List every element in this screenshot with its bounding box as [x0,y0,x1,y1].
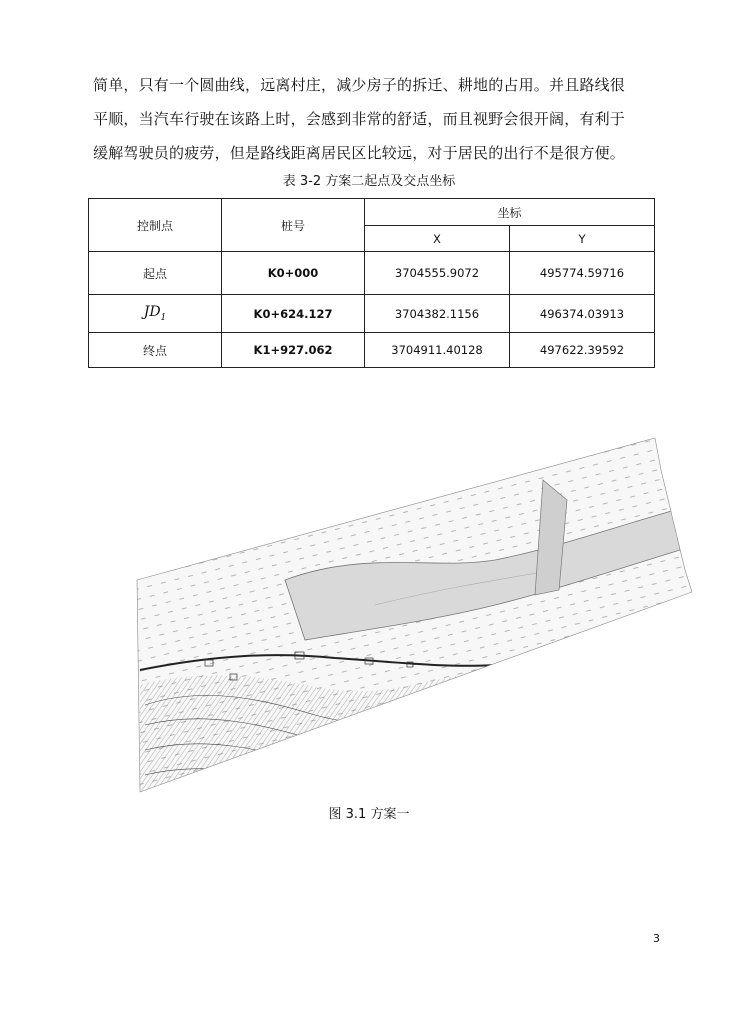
figure-caption: 图 3.1 方案一 [328,807,410,822]
cell-x: 3704382.1156 [365,295,510,333]
table-row [89,295,655,333]
header-coordinates: 坐标 [365,199,655,226]
cell-station: K0+000 [222,252,365,295]
header-x: X [365,226,510,252]
cell-point: 终点 [89,333,222,368]
cell-point: 起点 [89,252,222,295]
cell-y: 495774.59716 [510,252,655,295]
cell-station: K0+624.127 [222,295,365,333]
table-row [89,333,655,368]
paragraph-line: 缓解驾驶员的疲劳，但是路线距离居民区比较远，对于居民的出行不是很方便。 [93,144,626,162]
cell-y: 496374.03913 [510,295,655,333]
jd-symbol: $JD_1$ [143,304,167,323]
table-caption: 表 3-2 方案二起点及交点坐标 [282,174,456,189]
topographic-map-figure [135,430,695,800]
topographic-map-image [135,430,695,800]
table-row [89,252,655,295]
paragraph-line: 简单，只有一个圆曲线，远离村庄，减少房子的拆迁、耕地的占用。并且路线很 [93,76,626,94]
cell-y: 497622.39592 [510,333,655,368]
coordinates-table [88,198,655,368]
cell-point-jd [89,295,222,333]
cell-station: K1+927.062 [222,333,365,368]
paragraph-line: 平顺，当汽车行驶在该路上时，会感到非常的舒适，而且视野会很开阔，有利于 [93,110,626,128]
header-y: Y [510,226,655,252]
cell-x: 3704555.9072 [365,252,510,295]
cell-x: 3704911.40128 [365,333,510,368]
header-station: 桩号 [222,199,365,252]
body-paragraph [93,68,668,170]
header-control-point: 控制点 [89,199,222,252]
page-number: 3 [653,932,660,945]
